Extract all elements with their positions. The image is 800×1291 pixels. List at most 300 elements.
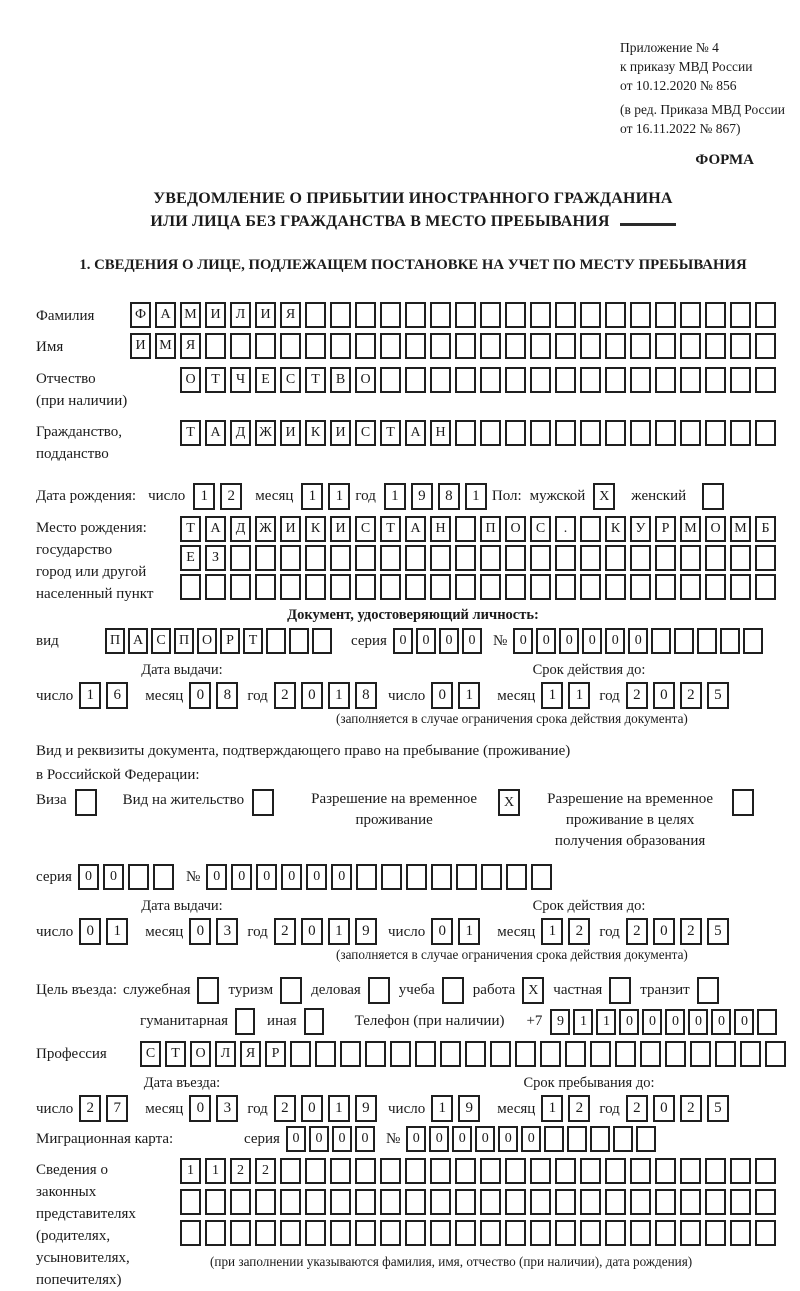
phone-boxes [550,1009,780,1035]
char-box [555,545,576,571]
month-label: месяц [497,1100,536,1117]
char-box [355,545,376,571]
identity-doc-row [36,628,790,654]
char-box [305,1220,326,1246]
char-box [743,628,763,654]
char-box: 0 [189,1095,211,1122]
char-box: С [280,367,301,393]
char-box [430,1158,451,1184]
representatives-note: (при заполнении указываются фамилия, имя, отчество (при наличии), дата рождения) [210,1254,693,1269]
char-box: О [190,1041,211,1067]
char-box: И [130,333,151,359]
valid-month-boxes [541,918,595,945]
surname-row [36,302,790,328]
header-reference [620,38,790,138]
char-box: 0 [665,1009,685,1035]
char-box: 0 [462,628,482,654]
char-box [655,302,676,328]
char-box [680,1189,701,1215]
purpose-label: транзит [640,982,690,998]
char-box [455,545,476,571]
migration-number-boxes [406,1126,659,1152]
char-box [755,333,776,359]
phone-prefix: +7 [526,1013,543,1029]
char-box [755,420,776,446]
char-box [605,545,626,571]
firstname-label: Имя [36,339,64,355]
edu-permit-checkbox [732,789,754,816]
series-label: серия [244,1130,280,1147]
char-box [690,1041,711,1067]
char-box [280,545,301,571]
char-box: 6 [106,682,128,709]
char-box: О [197,628,217,654]
char-box [505,1220,526,1246]
birthplace-boxes-row1 [180,516,780,542]
char-box [580,1189,601,1215]
char-box: 0 [653,1095,675,1122]
doc-kind-boxes [105,628,335,654]
char-box [580,545,601,571]
char-box [720,628,740,654]
char-box [630,367,651,393]
char-box: П [105,628,125,654]
char-box [480,1189,501,1215]
day-label: число [36,687,74,704]
char-box [580,367,601,393]
char-box: О [355,367,376,393]
surname-boxes [130,302,780,328]
identity-doc-dates [36,662,790,709]
char-box: С [151,628,171,654]
char-box: 0 [301,1095,323,1122]
char-box: О [505,516,526,542]
stay-day-boxes [431,1095,485,1122]
sex-male-checkbox: X [593,483,615,510]
char-box [530,574,551,600]
char-box [455,574,476,600]
purpose-label: иная [267,1013,297,1029]
char-box: 0 [475,1126,495,1152]
char-box: 2 [626,1095,648,1122]
char-box [255,1220,276,1246]
char-box: П [174,628,194,654]
char-box [605,333,626,359]
year-label: год [599,1100,620,1117]
char-box: 0 [406,1126,426,1152]
char-box: 0 [309,1126,329,1152]
stay-year-boxes [626,1095,734,1122]
day-label: число [388,923,426,940]
char-box [530,333,551,359]
char-box [755,1189,776,1215]
purpose-label: частная [553,982,603,998]
series-label: серия [36,868,72,885]
char-box: 0 [498,1126,518,1152]
char-box [705,1158,726,1184]
char-box [330,1189,351,1215]
purpose-label: деловая [311,982,361,998]
char-box [555,1158,576,1184]
char-box [380,545,401,571]
char-box: Б [755,516,776,542]
entry-month-boxes [189,1095,243,1122]
char-box [455,1158,476,1184]
residence-permit-checkbox [252,789,274,816]
char-box: 2 [220,483,242,510]
char-box [305,333,326,359]
patronymic-row [36,367,790,412]
char-box [430,1220,451,1246]
birthplace-label-2: государство [36,542,113,558]
char-box [530,545,551,571]
migration-card-label: Миграционная карта: [36,1130,174,1147]
char-box [380,367,401,393]
entry-year-boxes [274,1095,382,1122]
doc-kind-label: вид [36,633,59,649]
char-box [430,545,451,571]
char-box [380,302,401,328]
profession-label: Профессия [36,1046,107,1062]
char-box: А [128,628,148,654]
entry-day-boxes [79,1095,133,1122]
representatives-label-4: (родителях, [36,1228,111,1244]
char-box [480,1220,501,1246]
char-box [153,864,174,890]
char-box: Я [180,333,201,359]
char-box: Т [165,1041,186,1067]
char-box: С [140,1041,161,1067]
char-box [356,864,377,890]
blank-underline [620,212,676,226]
char-box [455,1189,476,1215]
char-box: Е [255,367,276,393]
char-box [430,1189,451,1215]
char-box: Е [180,545,201,571]
char-box [315,1041,336,1067]
char-box: Ж [255,420,276,446]
char-box [540,1041,561,1067]
purpose-label: гуманитарная [140,1013,229,1029]
char-box: 0 [231,864,252,890]
char-box [405,574,426,600]
char-box [730,1189,751,1215]
char-box [705,333,726,359]
issued-day-boxes [79,682,133,709]
char-box [655,367,676,393]
char-box [555,333,576,359]
char-box: А [205,420,226,446]
purpose-checkbox [609,977,631,1004]
char-box: И [330,420,351,446]
birthdate-row [36,483,790,510]
char-box [455,516,476,542]
purpose-option [553,977,631,1004]
char-box [440,1041,461,1067]
sex-female-label: женский [631,488,687,504]
char-box [266,628,286,654]
char-box [280,1158,301,1184]
char-box: Р [220,628,240,654]
char-box [312,628,332,654]
purpose-option [311,977,390,1004]
year-label: год [247,1100,268,1117]
valid-heading: Срок действия до: [532,898,646,914]
purpose-checkbox: X [522,977,544,1004]
char-box: 1 [180,1158,201,1184]
char-box [255,545,276,571]
residence-doc-heading-1: Вид и реквизиты документа, подтверждающего право на пребывание (проживание) [36,743,571,759]
char-box [255,574,276,600]
char-box: М [680,516,701,542]
residence-series-boxes [78,864,178,890]
char-box [230,545,251,571]
char-box [655,1220,676,1246]
char-box: 8 [355,682,377,709]
char-box [480,367,501,393]
valid-day-boxes [431,682,485,709]
char-box [530,302,551,328]
char-box [544,1126,564,1152]
valid-year-boxes [626,918,734,945]
char-box: 0 [281,864,302,890]
char-box: 0 [688,1009,708,1035]
char-box: 5 [707,918,729,945]
validity-note: (заполняется в случае ограничения срока действия документа) [336,711,688,726]
char-box [555,367,576,393]
purpose-option [399,977,464,1004]
char-box: 2 [230,1158,251,1184]
identity-doc-heading: Документ, удостоверяющий личность: [287,607,539,623]
char-box: 9 [458,1095,480,1122]
number-label: № [185,868,201,885]
char-box [555,574,576,600]
char-box: 1 [328,1095,350,1122]
char-box: Т [180,420,201,446]
char-box [565,1041,586,1067]
char-box [455,1220,476,1246]
char-box [480,1158,501,1184]
purpose-checkbox [442,977,464,1004]
patronymic-label: Отчество [36,371,96,387]
char-box [330,302,351,328]
doc-series-label: серия [351,632,387,649]
valid-month-boxes [541,682,595,709]
sex-label: Пол: [491,488,522,504]
char-box: А [205,516,226,542]
char-box [680,1158,701,1184]
char-box [380,1158,401,1184]
day-label: число [388,1100,426,1117]
char-box [680,333,701,359]
section1-heading: 1. СВЕДЕНИЯ О ЛИЦЕ, ПОДЛЕЖАЩЕМ ПОСТАНОВКЕ НА УЧЕТ ПО МЕСТУ ПРЕБЫВАНИЯ [79,257,747,273]
residence-number-boxes [206,864,556,890]
char-box: К [605,516,626,542]
char-box: 0 [301,918,323,945]
char-box [740,1041,761,1067]
char-box: 1 [328,483,350,510]
char-box [630,333,651,359]
residence-doc-dates [36,898,790,945]
header-line: к приказу МВД России [620,59,753,74]
char-box [405,302,426,328]
char-box: 2 [626,682,648,709]
char-box [455,333,476,359]
month-label: месяц [497,923,536,940]
char-box: 2 [274,1095,296,1122]
char-box: И [255,302,276,328]
char-box [555,420,576,446]
char-box: 1 [79,682,101,709]
char-box [755,1220,776,1246]
month-label: месяц [145,1100,184,1117]
migration-series-boxes [286,1126,378,1152]
char-box: К [305,420,326,446]
char-box: 1 [205,1158,226,1184]
sex-female-checkbox [702,483,724,510]
purpose-checkbox [697,977,719,1004]
char-box [305,302,326,328]
char-box: 1 [301,483,323,510]
char-box [290,1041,311,1067]
char-box [255,1189,276,1215]
char-box [505,333,526,359]
visit-purpose-row-2 [36,1008,790,1035]
number-label: № [385,1130,401,1147]
char-box [415,1041,436,1067]
birth-month-boxes [301,483,355,510]
char-box [705,367,726,393]
char-box [680,545,701,571]
char-box [505,545,526,571]
char-box: Т [305,367,326,393]
char-box: 8 [216,682,238,709]
char-box [380,1220,401,1246]
char-box: 0 [653,682,675,709]
purpose-option [640,977,718,1004]
char-box [455,420,476,446]
char-box: 1 [458,918,480,945]
char-box [355,574,376,600]
char-box [605,1189,626,1215]
char-box [580,333,601,359]
char-box: 0 [79,918,101,945]
char-box [430,367,451,393]
edu-permit-label: Разрешение на временное проживание в целях получения образования [547,791,714,849]
header-line: от 10.12.2020 № 856 [620,78,737,93]
char-box [651,628,671,654]
char-box [365,1041,386,1067]
char-box [380,574,401,600]
char-box: Ф [130,302,151,328]
char-box [655,333,676,359]
char-box: 2 [274,918,296,945]
char-box [630,1158,651,1184]
char-box: О [705,516,726,542]
char-box [505,1158,526,1184]
char-box: Я [280,302,301,328]
issued-month-boxes [189,918,243,945]
purpose-label: учеба [398,982,435,998]
char-box: 9 [355,1095,377,1122]
representatives-row [36,1158,790,1291]
char-box [655,1189,676,1215]
char-box: 0 [355,1126,375,1152]
char-box [205,1189,226,1215]
char-box: 1 [328,918,350,945]
char-box: 0 [189,918,211,945]
char-box: 1 [106,918,128,945]
char-box [230,333,251,359]
patronymic-boxes [180,367,780,393]
char-box: 1 [573,1009,593,1035]
char-box: Л [230,302,251,328]
char-box: И [205,302,226,328]
char-box: Т [380,420,401,446]
patronymic-label-2: (при наличии) [36,393,128,409]
char-box: И [280,420,301,446]
char-box [355,1220,376,1246]
char-box [405,1158,426,1184]
char-box [757,1009,777,1035]
char-box: 2 [680,682,702,709]
char-box: 2 [568,1095,590,1122]
char-box [355,1189,376,1215]
month-label: месяц [145,687,184,704]
char-box: 3 [216,1095,238,1122]
char-box [128,864,149,890]
char-box [705,420,726,446]
birth-year-boxes [384,483,492,510]
char-box [705,1189,726,1215]
purpose-checkbox [368,977,390,1004]
representatives-label-1: Сведения о [36,1162,108,1178]
char-box [567,1126,587,1152]
char-box: И [280,516,301,542]
char-box: Д [230,420,251,446]
purpose-option [267,1008,327,1035]
header-amend-line: (в ред. Приказа МВД России [620,102,785,117]
char-box: 7 [106,1095,128,1122]
char-box [505,420,526,446]
purpose-checkbox [304,1008,324,1035]
char-box: Р [655,516,676,542]
purpose-option [123,977,220,1004]
char-box: 0 [653,918,675,945]
char-box: . [555,516,576,542]
char-box [655,574,676,600]
char-box: 9 [411,483,433,510]
char-box: 1 [541,682,563,709]
day-label: число [148,488,186,504]
char-box [615,1041,636,1067]
char-box: 9 [550,1009,570,1035]
char-box: 1 [384,483,406,510]
birthplace-row [36,516,790,605]
day-label: число [36,1100,74,1117]
char-box: 2 [680,1095,702,1122]
char-box [674,628,694,654]
char-box [580,1158,601,1184]
char-box [630,574,651,600]
purpose-label: служебная [122,982,191,998]
char-box [755,1158,776,1184]
issued-month-boxes [189,682,243,709]
purpose-option [140,1008,258,1035]
char-box [605,1158,626,1184]
char-box: 0 [521,1126,541,1152]
char-box [655,420,676,446]
